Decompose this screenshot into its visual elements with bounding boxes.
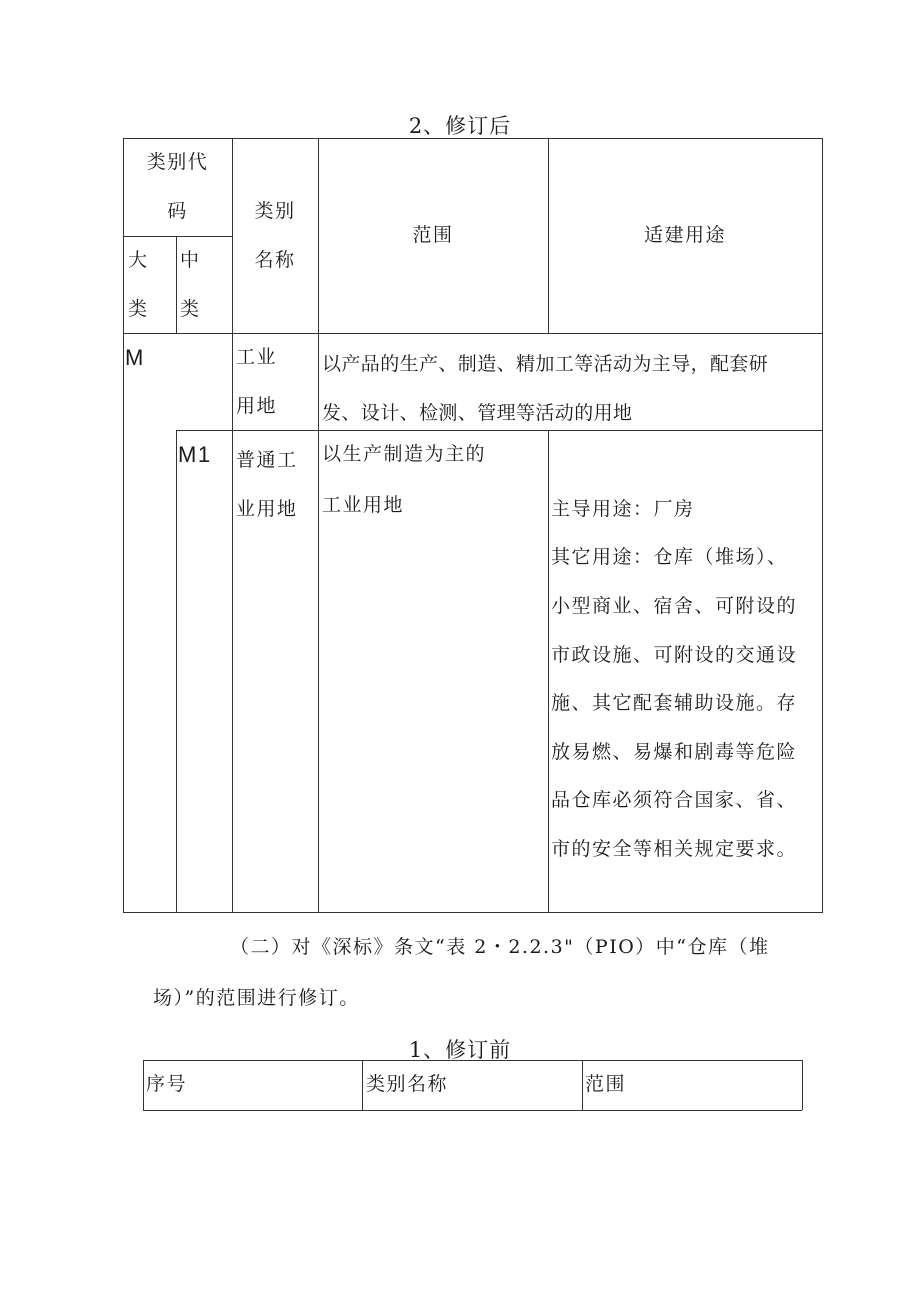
header-usage: 适建用途 [643, 224, 726, 246]
row-m1-scope-line1: 以生产制造为主的 [322, 443, 487, 465]
row-m1-usage-line: 主导用途：厂房 [551, 498, 695, 520]
row-m1-scope-line2: 工业用地 [322, 494, 405, 516]
table-border [822, 138, 823, 912]
table-after-caption: 2、修订后 [408, 114, 512, 138]
table-border [123, 912, 823, 913]
row-m1-name-line1: 普通工 [236, 449, 298, 471]
table-border [176, 236, 177, 333]
row-m1-usage-line: 市政设施、可附设的交通设 [551, 644, 798, 666]
row-m-scope-line2: 发、设计、检测、管理等活动的用地 [322, 402, 633, 424]
row-m1-usage-line: 其它用途：仓库（堆场）、 [551, 546, 788, 568]
row-m-code: M [125, 345, 145, 370]
before-header-name: 类别名称 [366, 1073, 449, 1095]
row-m1-usage-line: 小型商业、宿舍、可附设的 [551, 595, 798, 617]
table-border [143, 1060, 144, 1110]
table-border [143, 1110, 802, 1111]
table-border [176, 430, 177, 912]
header-major-line1: 大 [128, 249, 149, 271]
header-name-line2: 名称 [254, 249, 296, 271]
header-name-line1: 类别 [254, 200, 296, 222]
table-border [123, 138, 124, 912]
row-m-name-line1: 工业 [236, 346, 278, 368]
header-minor-line2: 类 [180, 298, 201, 320]
table-border [548, 430, 549, 912]
table-border [123, 333, 823, 334]
row-m1-usage-line: 放易燃、易爆和剧毒等危险 [551, 741, 798, 763]
header-code-line2: 码 [167, 200, 188, 222]
row-m1-usage-line: 施、其它配套辅助设施。存 [551, 692, 798, 714]
row-m1-name-line2: 业用地 [236, 498, 298, 520]
row-m-name-line2: 用地 [236, 395, 278, 417]
table-before-caption: 1、修订前 [408, 1038, 512, 1062]
header-major-line2: 类 [128, 298, 149, 320]
table-border [582, 1060, 583, 1110]
row-m-scope-line1: 以产品的生产、制造、精加工等活动为主导，配套研 [322, 353, 769, 375]
paragraph-line2: 场）”的范围进行修订。 [153, 987, 360, 1009]
paragraph-line1: （二）对《深标》条文“表 2・2.2.3"（PIO）中“仓库（堆 [230, 936, 770, 958]
header-code-line1: 类别代 [146, 151, 209, 173]
row-m1-code: M1 [178, 442, 212, 467]
row-m1-usage-line: 市的安全等相关规定要求。 [551, 838, 798, 860]
row-m1-usage-line: 品仓库必须符合国家、省、 [551, 789, 798, 811]
table-border [802, 1060, 803, 1110]
before-header-index: 序号 [146, 1073, 188, 1095]
header-minor-line1: 中 [180, 249, 201, 271]
table-border [362, 1060, 363, 1110]
before-header-scope: 范围 [585, 1073, 627, 1095]
header-scope: 范围 [412, 224, 454, 246]
